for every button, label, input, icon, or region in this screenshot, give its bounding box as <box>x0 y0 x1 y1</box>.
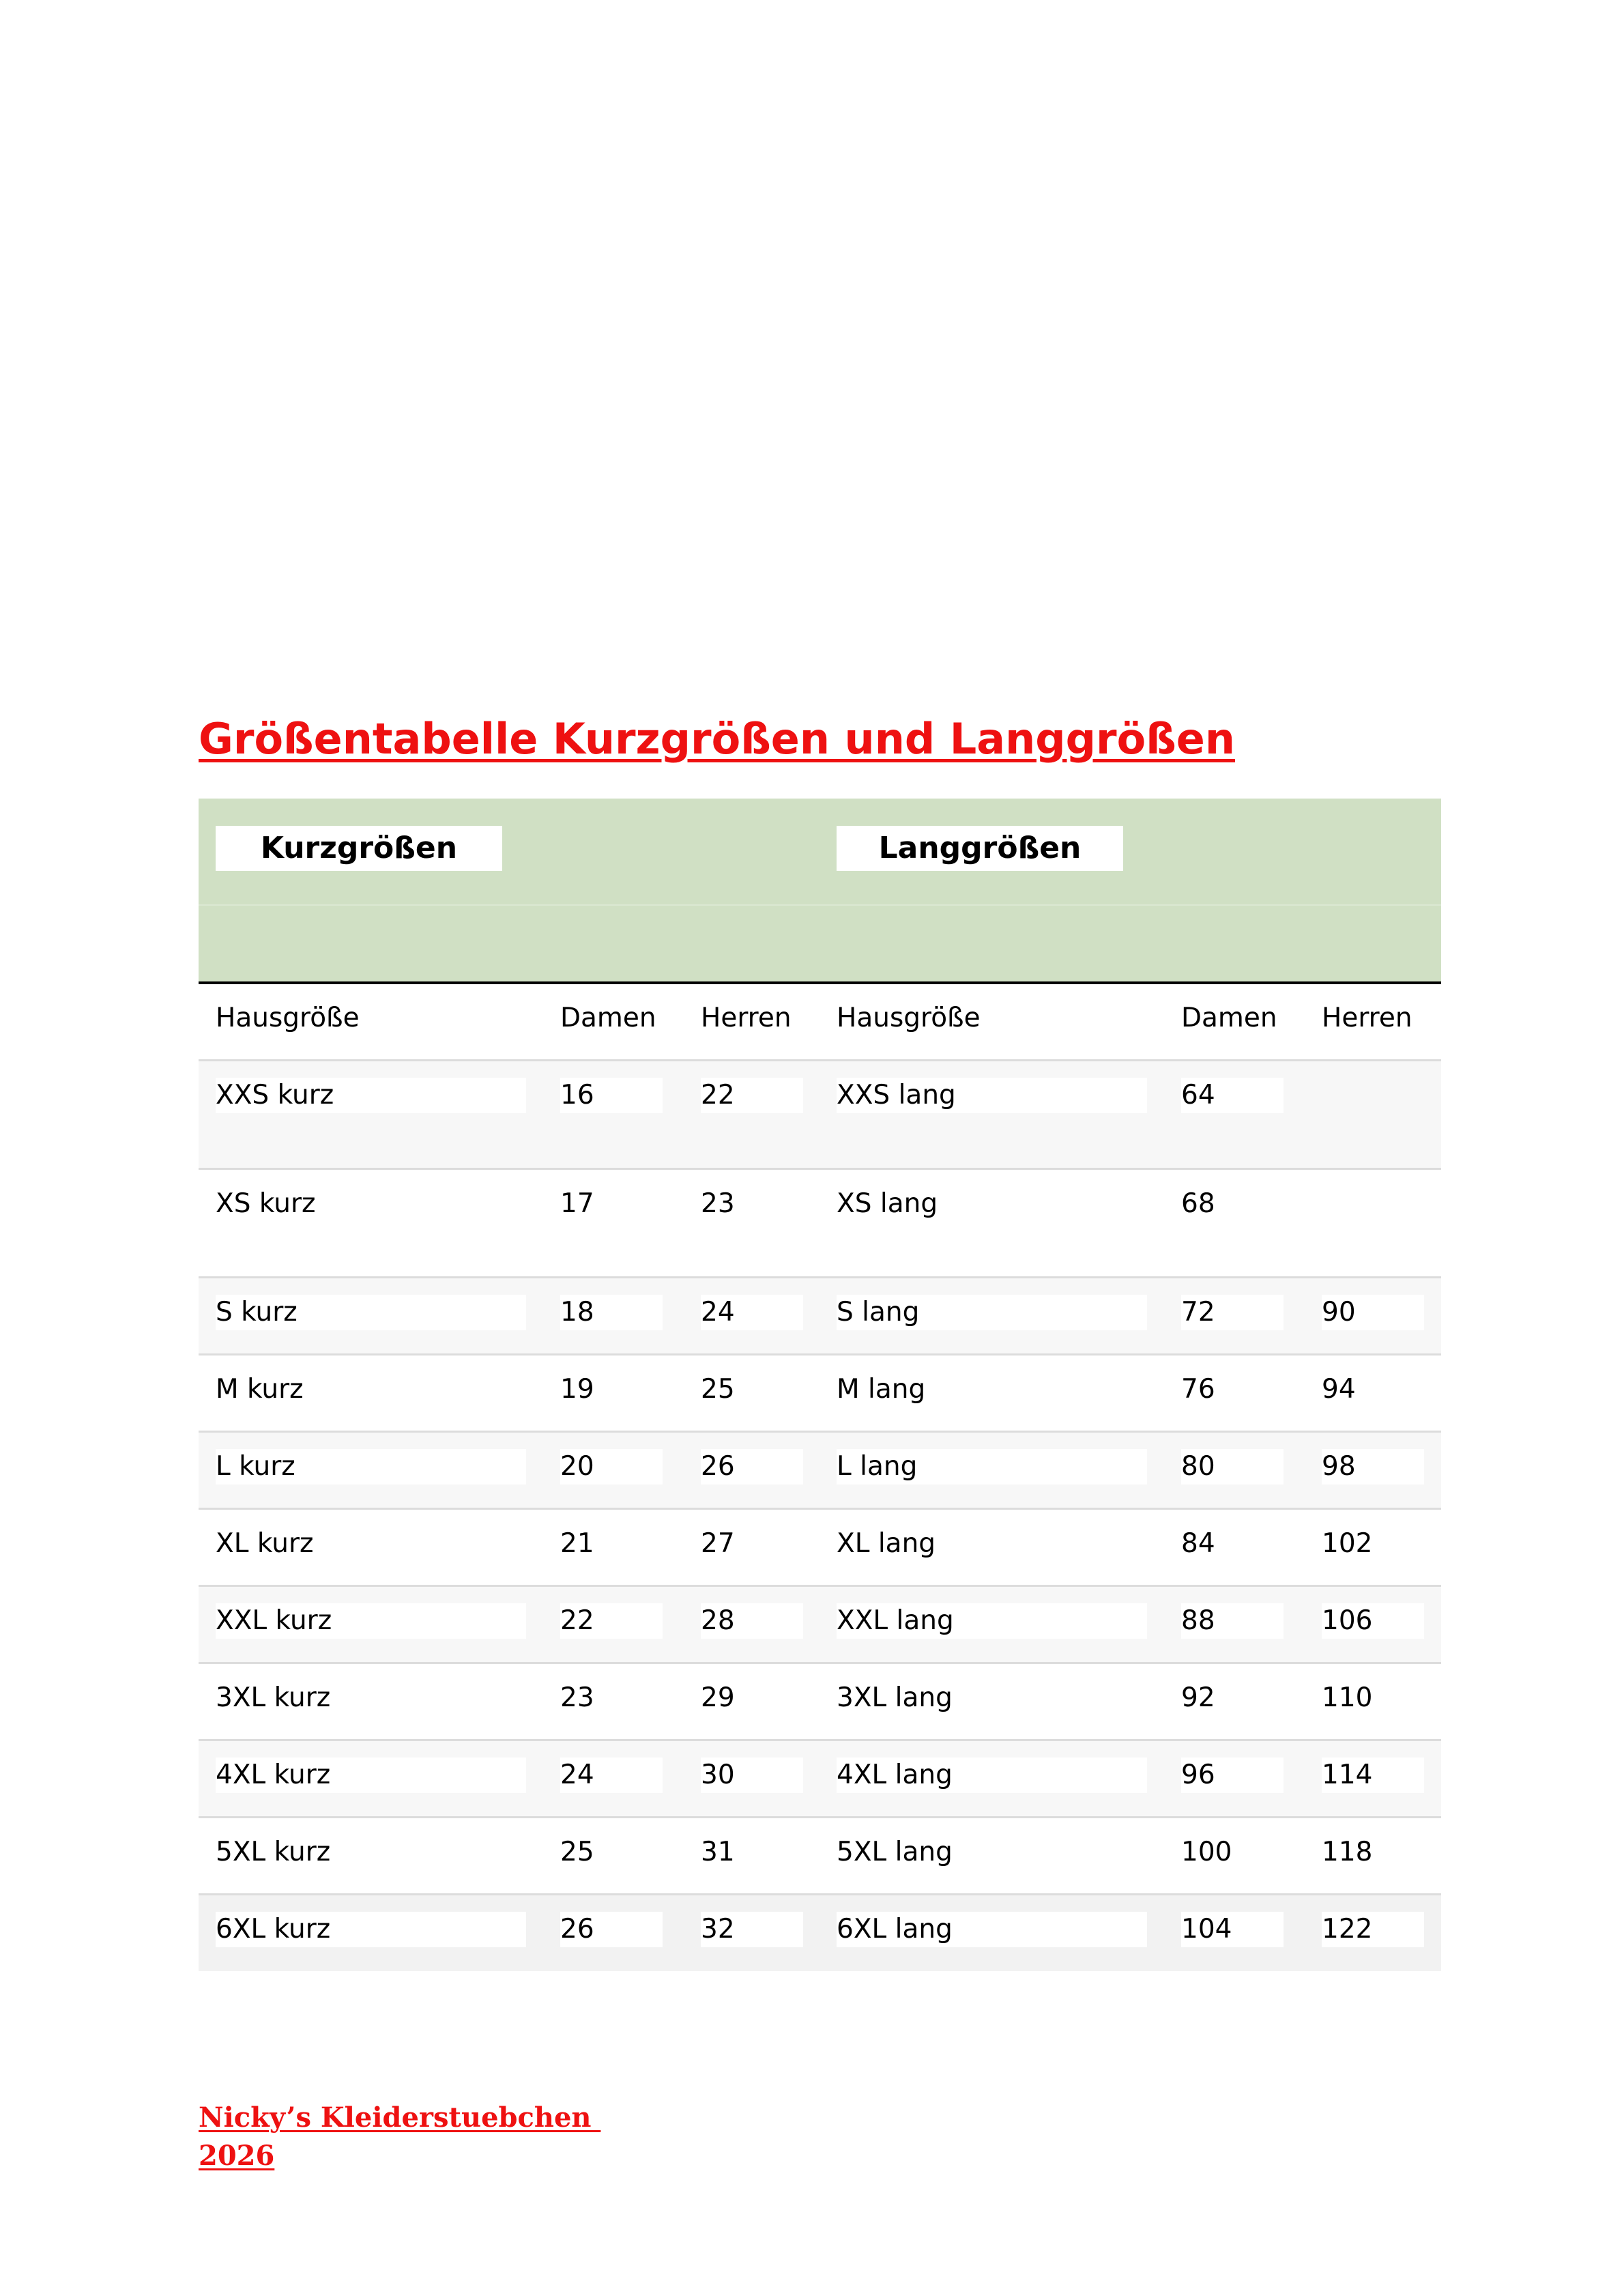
footer-signature <box>199 2099 600 2175</box>
column-header-women-short: Damen <box>560 1003 656 1033</box>
cell-men-long <box>1322 1186 1424 1222</box>
table-row <box>199 1278 1441 1355</box>
cell-women-long: 104 <box>1181 1912 1284 1947</box>
table-row <box>199 1818 1441 1895</box>
table-row <box>199 1664 1441 1741</box>
cell-men-short: 31 <box>701 1837 735 1867</box>
cell-men-long: 94 <box>1322 1374 1356 1405</box>
cell-men-long: 118 <box>1322 1837 1373 1867</box>
cell-house-size-long: 3XL lang <box>837 1682 953 1713</box>
cell-house-size-short: XXL kurz <box>216 1603 526 1639</box>
group-label-short-sizes: Kurzgrößen <box>216 826 502 871</box>
cell-women-long: 72 <box>1181 1295 1284 1330</box>
cell-house-size-long: 5XL lang <box>837 1837 953 1867</box>
cell-men-short: 25 <box>701 1374 735 1405</box>
column-header-women-long: Damen <box>1181 1003 1277 1033</box>
cell-house-size-short: 3XL kurz <box>216 1682 331 1713</box>
cell-women-short: 24 <box>560 1757 663 1793</box>
cell-men-long: 102 <box>1322 1528 1373 1559</box>
cell-women-long: 96 <box>1181 1757 1284 1793</box>
cell-men-short: 27 <box>701 1528 735 1559</box>
cell-men-long: 98 <box>1322 1449 1424 1484</box>
cell-men-long <box>1322 1078 1424 1113</box>
cell-women-long: 76 <box>1181 1374 1215 1405</box>
cell-house-size-short: S kurz <box>216 1295 526 1330</box>
footer-year: 2026 <box>199 2140 275 2172</box>
document-title: Größentabelle Kurzgrößen und Langgrößen <box>199 714 1235 764</box>
cell-house-size-long: XXL lang <box>837 1603 1147 1639</box>
cell-house-size-short: 5XL kurz <box>216 1837 331 1867</box>
table-row <box>199 1170 1441 1278</box>
column-header-men-long: Herren <box>1322 1003 1412 1033</box>
cell-men-short: 26 <box>701 1449 803 1484</box>
cell-house-size-short: M kurz <box>216 1374 304 1405</box>
cell-men-short: 22 <box>701 1078 803 1113</box>
cell-men-long: 122 <box>1322 1912 1424 1947</box>
cell-women-short: 19 <box>560 1374 594 1405</box>
cell-men-short: 28 <box>701 1603 803 1639</box>
cell-house-size-long: 4XL lang <box>837 1757 1147 1793</box>
cell-women-long: 100 <box>1181 1837 1232 1867</box>
cell-house-size-long: XS lang <box>837 1188 938 1219</box>
cell-men-long: 114 <box>1322 1757 1424 1793</box>
cell-women-long: 92 <box>1181 1682 1215 1713</box>
cell-house-size-short: XS kurz <box>216 1188 316 1219</box>
cell-men-short: 32 <box>701 1912 803 1947</box>
cell-women-short: 18 <box>560 1295 663 1330</box>
table-row <box>199 1510 1441 1587</box>
table-row <box>199 1061 1441 1170</box>
cell-men-long: 110 <box>1322 1682 1373 1713</box>
cell-house-size-short: 4XL kurz <box>216 1757 526 1793</box>
group-label-long-sizes: Langgrößen <box>837 826 1123 871</box>
cell-women-long: 84 <box>1181 1528 1215 1559</box>
cell-house-size-long: S lang <box>837 1295 1147 1330</box>
cell-women-long: 64 <box>1181 1078 1284 1113</box>
cell-women-long: 68 <box>1181 1188 1215 1219</box>
cell-house-size-long: L lang <box>837 1449 1147 1484</box>
cell-women-short: 26 <box>560 1912 663 1947</box>
column-header-house-size-long: Hausgröße <box>837 1003 981 1033</box>
footer-shop-name: Nicky’s Kleiderstuebchen <box>199 2101 601 2134</box>
size-table <box>199 799 1441 1971</box>
cell-women-short: 21 <box>560 1528 594 1559</box>
table-column-header-row <box>199 984 1441 1061</box>
cell-house-size-long: XXS lang <box>837 1078 1147 1113</box>
cell-women-short: 17 <box>560 1188 594 1219</box>
cell-women-long: 80 <box>1181 1449 1284 1484</box>
cell-men-short: 23 <box>701 1188 735 1219</box>
cell-women-short: 25 <box>560 1837 594 1867</box>
cell-house-size-short: XXS kurz <box>216 1078 526 1113</box>
column-header-house-size-short: Hausgröße <box>216 1003 360 1033</box>
cell-house-size-long: M lang <box>837 1374 926 1405</box>
table-row <box>199 1355 1441 1433</box>
table-row <box>199 1741 1441 1818</box>
cell-women-long: 88 <box>1181 1603 1284 1639</box>
table-row <box>199 1433 1441 1510</box>
cell-men-short: 24 <box>701 1295 803 1330</box>
cell-house-size-long: 6XL lang <box>837 1912 1147 1947</box>
table-group-header <box>199 799 1441 984</box>
cell-men-long: 90 <box>1322 1295 1424 1330</box>
cell-house-size-long: XL lang <box>837 1528 936 1559</box>
table-row <box>199 1895 1441 1971</box>
cell-men-short: 30 <box>701 1757 803 1793</box>
table-body <box>199 1061 1441 1971</box>
header-divider <box>199 904 1441 906</box>
cell-men-short: 29 <box>701 1682 735 1713</box>
cell-house-size-short: L kurz <box>216 1449 526 1484</box>
cell-house-size-short: XL kurz <box>216 1528 314 1559</box>
column-header-men-short: Herren <box>701 1003 792 1033</box>
cell-women-short: 23 <box>560 1682 594 1713</box>
cell-men-long: 106 <box>1322 1603 1424 1639</box>
table-row <box>199 1587 1441 1664</box>
cell-women-short: 16 <box>560 1078 663 1113</box>
cell-house-size-short: 6XL kurz <box>216 1912 526 1947</box>
cell-women-short: 20 <box>560 1449 663 1484</box>
cell-women-short: 22 <box>560 1603 663 1639</box>
